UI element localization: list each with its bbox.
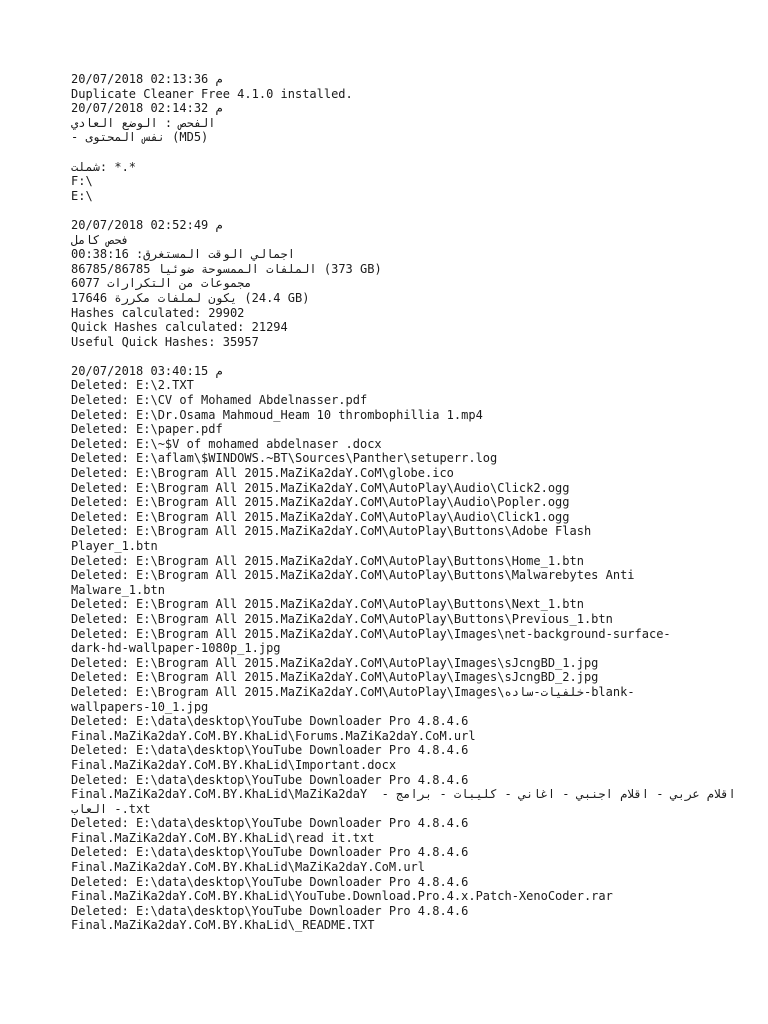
log-line: الفحص : الوضع العادي [71,115,216,130]
log-line [71,948,711,963]
log-line: Deleted: E:\Brogram All 2015.MaZiKa2daY.CoM\AutoPlay\Buttons\Previous_1.btn [71,611,613,626]
log-line: اجمالي الوقت المستغرق: 00:38:16 [71,247,295,262]
log-line: Final.MaZiKa2daY.CoM.BY.KhaLid\Important.docx [71,757,397,772]
log-line: يكون لملفات مكررة 17646 (24.4 GB) [71,290,310,305]
log-line: فحص كامل [71,232,129,247]
log-line: Deleted: E:\data\desktop\YouTube Downloader Pro 4.8.4.6 [71,874,469,889]
log-line: Final.MaZiKa2daY.CoM.BY.KhaLid\read it.txt [71,830,375,845]
log-line: Deleted: E:\data\desktop\YouTube Downloader Pro 4.8.4.6 [71,816,469,831]
log-line: dark-hd-wallpaper-1080p_1.jpg [71,641,281,656]
log-line: Deleted: E:\Brogram All 2015.MaZiKa2daY.CoM\AutoPlay\Images\sJcngBD_2.jpg [71,670,599,685]
log-line: Deleted: E:\data\desktop\YouTube Downloader Pro 4.8.4.6 [71,903,469,918]
log-line: F:\ [71,174,93,189]
log-line: 20/07/2018 02:13:36 م [71,72,223,86]
log-line: E:\ [71,188,93,203]
log-line: العاب -.txt [71,801,151,816]
log-line: Deleted: E:\Dr.Osama Mahmoud_Heam 10 thrombophillia 1.mp4 [71,407,483,422]
log-line: Final.MaZiKa2daY.CoM.BY.KhaLid\_README.TXT [71,918,375,933]
log-line: Useful Quick Hashes: 35957 [71,334,259,349]
log-line: Deleted: E:\paper.pdf [71,422,223,437]
deleted-files-section [71,363,736,962]
log-line: 20/07/2018 02:52:49 م [71,217,223,232]
log-line: Deleted: E:\Brogram All 2015.MaZiKa2daY.CoM\AutoPlay\Images\sJcngBD_1.jpg [71,655,599,670]
log-line: Deleted: E:\Brogram All 2015.MaZiKa2daY.CoM\AutoPlay\Audio\Popler.ogg [71,495,570,510]
log-line [71,933,711,948]
log-line: Deleted: E:\Brogram All 2015.MaZiKa2daY.CoM\AutoPlay\Audio\Click2.ogg [71,480,570,495]
log-line: 20/07/2018 02:14:32 م [71,101,223,116]
log-line: Deleted: E:\Brogram All 2015.MaZiKa2daY.CoM\AutoPlay\Buttons\Adobe Flash [71,524,592,539]
log-line: Deleted: E:\aflam\$WINDOWS.~BT\Sources\Panther\setuperr.log [71,451,498,466]
log-line: Deleted: E:\Brogram All 2015.MaZiKa2daY.CoM\AutoPlay\Buttons\Malwarebytes Anti [71,568,635,583]
log-line: Quick Hashes calculated: 21294 [71,320,288,335]
log-line: Malware_1.btn [71,582,165,597]
log-line: wallpapers-10_1.jpg [71,699,209,714]
log-line: Deleted: E:\data\desktop\YouTube Downloader Pro 4.8.4.6 [71,772,469,787]
log-document [71,72,736,962]
log-line: Deleted: E:\2.TXT [71,378,194,393]
log-line: Deleted: E:\CV of Mohamed Abdelnasser.pdf [71,393,368,408]
log-line: Deleted: E:\data\desktop\YouTube Downloader Pro 4.8.4.6 [71,714,469,729]
log-line: Deleted: E:\Brogram All 2015.MaZiKa2daY.CoM\AutoPlay\Buttons\Next_1.btn [71,597,584,612]
blank-line [71,349,711,364]
log-line: شملت: *.* [71,159,137,174]
log-line: - نفس المحتوى (MD5) [71,130,209,145]
install-scan-section [71,72,711,218]
log-line: Deleted: E:\Brogram All 2015.MaZiKa2daY.CoM\AutoPlay\Buttons\Home_1.btn [71,553,584,568]
scan-results-section [71,218,711,364]
log-line: Deleted: E:\Brogram All 2015.MaZiKa2daY.CoM\globe.ico [71,466,454,481]
log-line: Deleted: E:\Brogram All 2015.MaZiKa2daY.CoM\AutoPlay\Images\خلفيات-ساده-blank- [71,684,635,699]
log-line: Deleted: E:\~$V of mohamed abdelnaser .docx [71,436,382,451]
blank-line [71,145,711,160]
log-line: Final.MaZiKa2daY.CoM.BY.KhaLid\MaZiKa2daY.CoM.url [71,860,426,875]
log-line: Player_1.btn [71,539,158,553]
log-line: Deleted: E:\data\desktop\YouTube Downloader Pro 4.8.4.6 [71,743,469,758]
log-line: Final.MaZiKa2daY.CoM.BY.KhaLid\YouTube.Download.Pro.4.x.Patch-XenoCoder.rar [71,889,613,904]
log-line: Final.MaZiKa2daY.CoM.BY.KhaLid\MaZiKa2daY - اقلام عربي - اقلام اجنبي - اغاني - كليبات - برامج [71,787,736,802]
log-line: 20/07/2018 03:40:15 م [71,363,223,378]
blank-line [71,203,711,218]
log-line: Duplicate Cleaner Free 4.1.0 installed. [71,86,353,101]
log-line: Deleted: E:\Brogram All 2015.MaZiKa2daY.CoM\AutoPlay\Audio\Click1.ogg [71,509,570,524]
log-line: Deleted: E:\Brogram All 2015.MaZiKa2daY.CoM\AutoPlay\Images\net-background-surface- [71,626,671,641]
log-line: الملفات الممسوحة ضوئيا 86785/86785 (373 GB) [71,261,382,276]
log-line: Deleted: E:\data\desktop\YouTube Downloader Pro 4.8.4.6 [71,845,469,860]
log-line: مجموعات من التكرارات 6077 [71,276,252,291]
log-line: Final.MaZiKa2daY.CoM.BY.KhaLid\Forums.MaZiKa2daY.CoM.url [71,728,476,743]
log-line: Hashes calculated: 29902 [71,305,245,320]
